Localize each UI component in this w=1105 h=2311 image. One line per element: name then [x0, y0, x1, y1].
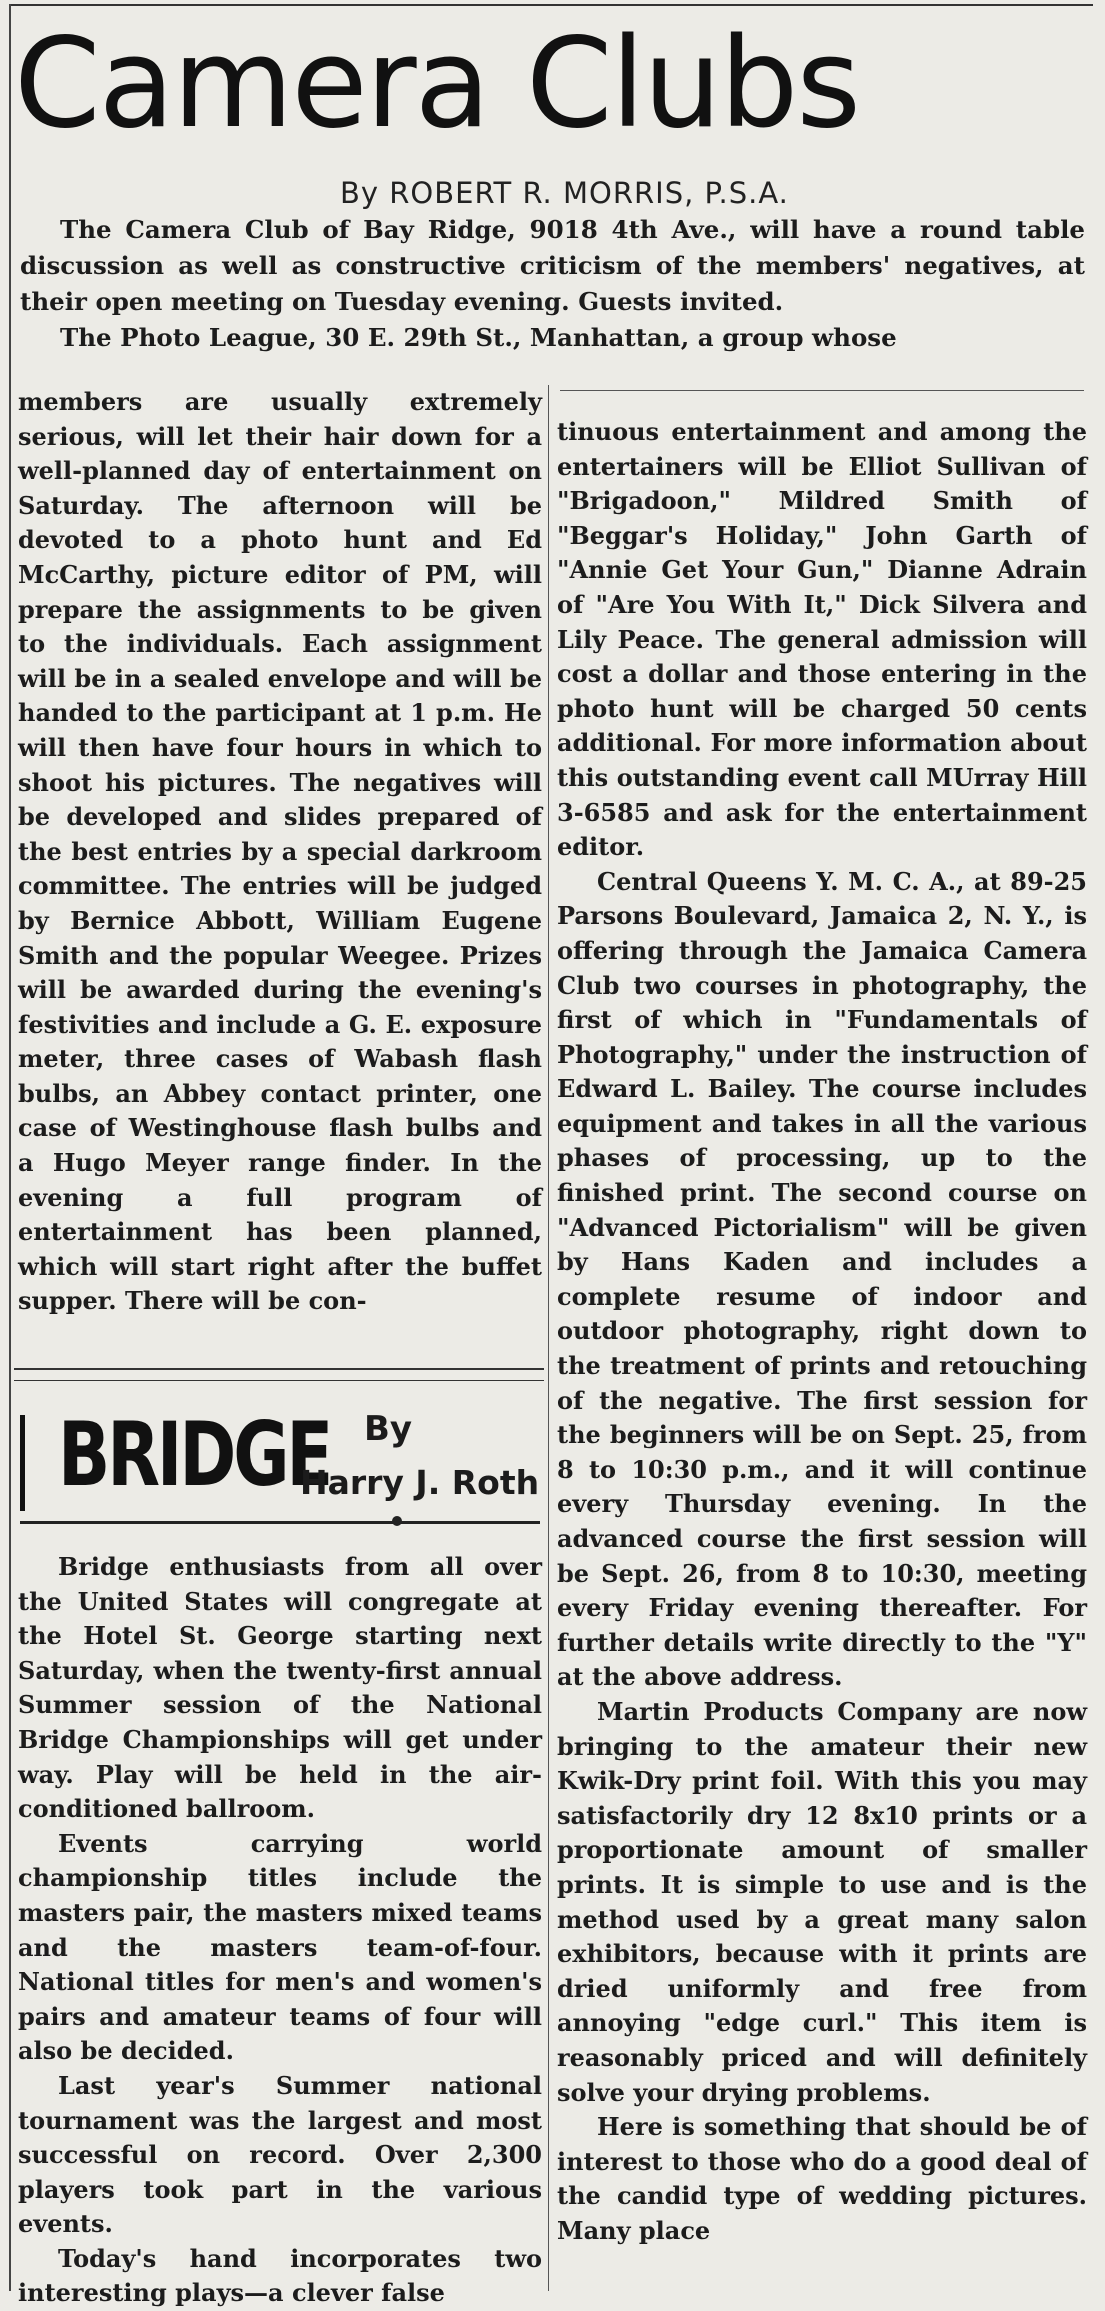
- paragraph: Martin Products Company are now bringing to the amateur their new Kwik-Dry print foil. With this you may satisfactorily dry 12 8x10 prints or a proportionate amount of smaller prints. It is simple to use and is the method used by a great many salon exhibitors, because with it prints are dried uniformly and free from annoying "edge curl." This item is reasonably priced and will definitely solve your drying problems.: [557, 1696, 1087, 2107]
- camera-column-left: [18, 385, 542, 1319]
- bridge-column: [18, 1550, 542, 2311]
- bridge-header: [14, 1395, 544, 1527]
- bridge-author: Harry J. Roth: [300, 1463, 540, 1502]
- paragraph: Central Queens Y. M. C. A., at 89-25 Parsons Boulevard, Jamaica 2, N. Y., is offering through the Jamaica Camera Club two courses in photography, the first of which in "Fundamentals of Photography," under the instruction of Edward L. Bailey. The course includes equipment and takes in all the various phases of processing, up to the finished print. The second course on "Advanced Pictorialism" will be given by Hans Kaden and includes a complete resume of indoor and outdoor photography, right down to the treatment of prints and retouching of the negative. The first session for the beginners will be on Sept. 25, from 8 to 10:30 p.m., and it will continue every Thursday evening. In the advanced course the first session will be Sept. 26, from 8 to 10:30, meeting every Friday evening thereafter. For further details write directly to the "Y" at the above address.: [557, 866, 1087, 1692]
- bridge-by: By: [364, 1409, 413, 1449]
- header-ornament: [392, 1516, 402, 1526]
- camera-column-right: [557, 415, 1087, 2248]
- header-bar: [20, 1415, 25, 1511]
- top-rule: [10, 4, 1093, 6]
- header-underline: [20, 1521, 540, 1524]
- paragraph: members are usually extremely serious, will let their hair down for a well-planned day of entertainment on Saturday. The afternoon will be devoted to a photo hunt and Ed McCarthy, picture editor of PM, will prepare the assignments to be given to the individuals. Each assignment will be in a sealed envelope and will be handed to the participant at 1 p.m. He will then have four hours in which to shoot his pictures. The negatives will be developed and slides prepared of the best entries by a special darkroom committee. The entries will be judged by Bernice Abbott, William Eugene Smith and the popular Weegee. Prizes will be awarded during the evening's festivities and include a G. E. exposure meter, three cases of Wabash flash bulbs, an Abbey contact printer, one case of Westinghouse flash bulbs and a Hugo Meyer range finder. In the evening a full program of entertainment has been planned, which will start right after the buffet supper. There will be con-: [18, 387, 542, 1316]
- section-title: Camera Clubs: [14, 12, 859, 156]
- section-separator: [14, 1368, 544, 1381]
- bridge-title: BRIDGE: [58, 1403, 331, 1506]
- paragraph: The Photo League, 30 E. 29th St., Manhattan, a group whose: [60, 323, 897, 352]
- paragraph: tinuous entertainment and among the entertainers will be Elliot Sullivan of "Brigadoon," Mildred Smith of "Beggar's Holiday," John Garth of "Annie Get Your Gun," Dianne Adrain of "Are You With It," Dick Silvera and Lily Peace. The general admission will cost a dollar and those entering in the photo hunt will be charged 50 cents additional. For more information about this outstanding event call MUrray Hill 3-6585 and ask for the entertainment editor.: [557, 417, 1087, 862]
- column-divider: [548, 385, 549, 2291]
- paragraph: Last year's Summer national tournament was the largest and most successful on record. Over 2,300 players took part in the various events.: [18, 2070, 542, 2239]
- byline: By ROBERT R. MORRIS, P.S.A.: [340, 176, 789, 210]
- paragraph: Bridge enthusiasts from all over the United States will congregate at the Hotel St. George starting next Saturday, when the twenty-first annual Summer session of the National Bridge Championships will get under way. Play will be held in the air-conditioned ballroom.: [18, 1552, 542, 1824]
- column-top-rule: [560, 390, 1084, 391]
- intro-text: [20, 212, 1085, 356]
- paragraph: Events carrying world championship titles include the masters pair, the masters mixed teams and the masters team-of-four. National titles for men's and women's pairs and amateur teams of four will also be decided.: [18, 1828, 542, 2066]
- paragraph: The Camera Club of Bay Ridge, 9018 4th Ave., will have a round table discussion as well as constructive criticism of the members' negatives, at their open meeting on Tuesday evening. Guests invited.: [20, 215, 1085, 316]
- left-column-rule: [9, 4, 11, 2291]
- paragraph: Today's hand incorporates two interesting plays—a clever false: [18, 2243, 542, 2308]
- paragraph: Here is something that should be of interest to those who do a good deal of the candid type of wedding pictures. Many place: [557, 2112, 1087, 2245]
